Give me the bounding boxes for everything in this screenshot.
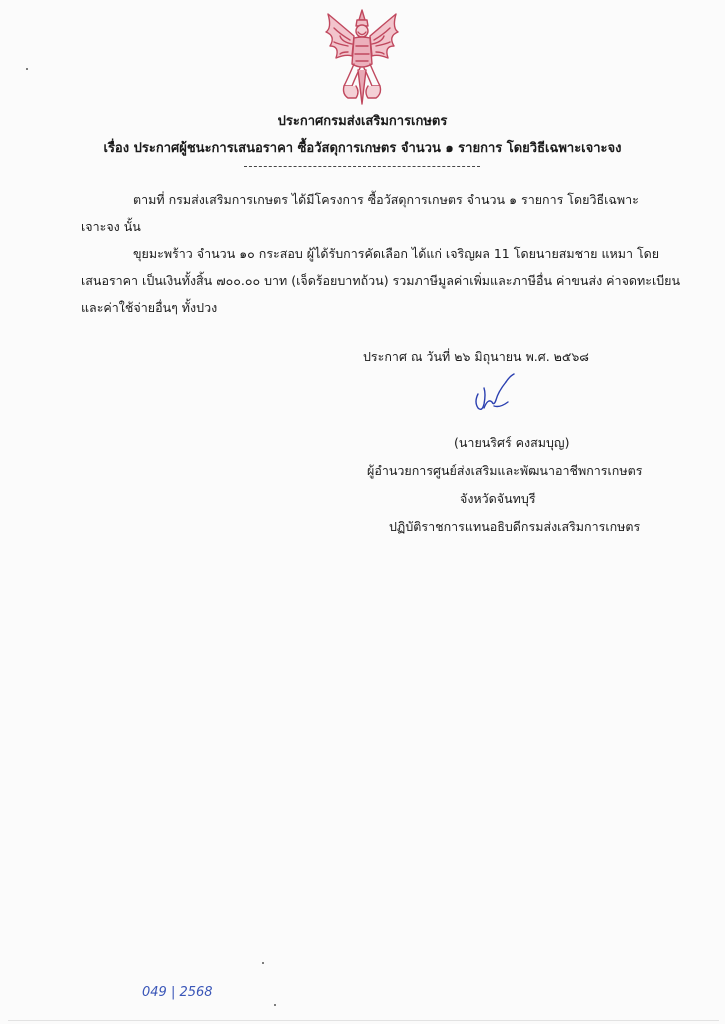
signatory-position-line-2: จังหวัดจันทบุรี	[460, 491, 536, 506]
paragraph-1-line-1: ตามที่ กรมส่งเสริมการเกษตร ได้มีโครงการ ซื้อวัสดุการเกษตร จำนวน ๑ รายการ โดยวิธีเฉพาะ	[133, 192, 639, 207]
scan-speck	[26, 68, 28, 70]
announcement-date: ประกาศ ณ วันที่ ๒๖ มิถุนายน พ.ศ. ๒๕๖๘	[363, 349, 589, 364]
signatory-name: (นายนริศร์ คงสมบุญ)	[454, 435, 570, 450]
paragraph-1-line-2: เจาะจง นั้น	[81, 219, 141, 234]
garuda-emblem-icon	[314, 6, 410, 106]
signatory-position-line-1: ผู้อำนวยการศูนย์ส่งเสริมและพัฒนาอาชีพการเกษตร	[367, 463, 643, 478]
handwritten-signature-icon	[466, 372, 518, 416]
separator-line	[244, 166, 480, 167]
scan-speck	[262, 962, 264, 964]
announcement-title: ประกาศกรมส่งเสริมการเกษตร	[277, 114, 448, 129]
announcement-subject: เรื่อง ประกาศผู้ชนะการเสนอราคา ซื้อวัสดุการเกษตร จำนวน ๑ รายการ โดยวิธีเฉพาะเจาะจง	[103, 141, 622, 156]
paragraph-2-line-1: ขุยมะพร้าว จำนวน ๑๐ กระสอบ ผู้ได้รับการคัดเลือก ได้แก่ เจริญผล 11 โดยนายสมชาย แหมา โดย	[133, 246, 660, 261]
handwritten-reference-note: 049 | 2568	[142, 985, 213, 1000]
page-bottom-edge	[8, 1020, 719, 1021]
paragraph-2-line-3: และค่าใช้จ่ายอื่นๆ ทั้งปวง	[81, 300, 218, 315]
scan-speck	[274, 1004, 276, 1006]
signatory-position-line-3: ปฏิบัติราชการแทนอธิบดีกรมส่งเสริมการเกษตร	[389, 519, 641, 534]
paragraph-2-line-2: เสนอราคา เป็นเงินทั้งสิ้น ๗๐๐.๐๐ บาท (เจ็ดร้อยบาทถ้วน) รวมภาษีมูลค่าเพิ่มและภาษีอื่น ค่าขนส่ง ค่าจดทะเบียน	[81, 273, 681, 288]
